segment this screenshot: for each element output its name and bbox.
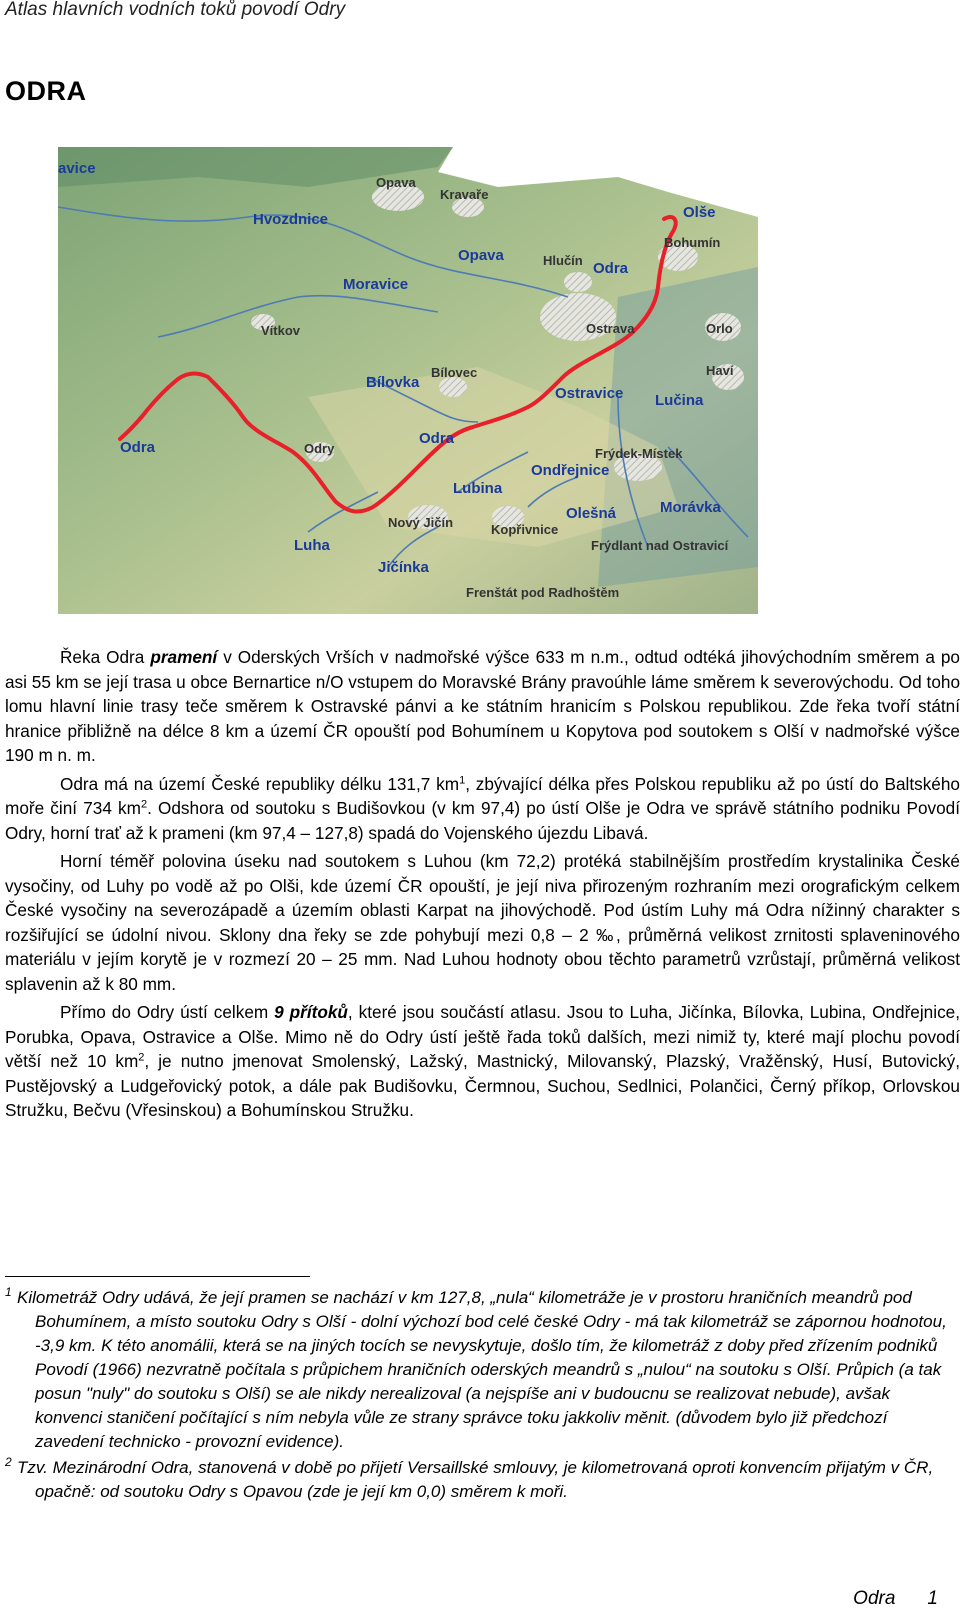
map-label-odra-ne: Odra — [593, 260, 629, 277]
p4-emph: 9 přítoků — [274, 1002, 348, 1022]
p2-text-b: , zbývající délka přes Polskou republiku až po ústí do Baltského moře činí 734 km — [5, 773, 960, 818]
map-label-ostravice: Ostravice — [555, 385, 624, 402]
page-number: 1 — [927, 1588, 938, 1609]
footnote-1-number: 1 — [5, 1285, 12, 1299]
map-label-lucina: Lučina — [655, 392, 704, 409]
p4-text-d: , je nutno jmenovat Smolenský, Lažský, Mastnický, Milovanský, Plazský, Vražěnský, Husí, Butovický, Pustějovský a Ludgeřovický potok, a dále pak Budišovku, Čermnou, Suchou, Sedlnici, Polančici, Černý příkop, Orlovskou Stružku, Bečvu (Vřesinskou) a Bohumínskou Stružku. — [5, 1051, 960, 1120]
footnote-1-text: Kilometráž Odry udává, že její pramen se nachází v km 127,8, „nula“ kilometráže je v prostoru hraničních meandrů pod Bohumínem, a místo soutoku Odry s Olší - dolní výchozí bod celé české Odry - má tak kilometráž se zápornou hodnotou, -3,9 km. K této anomálii, která se na jiných tocích se nevyskytuje, došlo tím, že kilometráž z doby před zřízením podniků Povodí (1966) nezvratně počítala s průpichem hraničních oderských meandrů s „nulou“ na soutoku s Olší. Průpich (a tak posun "nuly" do soutoku s Olší) se ale nikdy nerealizoval (a nejspíše ani v budoucnu se realizovat nebude), avšak konvenci staničení počítající s ním nebyla vůle ze strany správce toku jakkoliv měnit. (důvodem bylo již předchozí zavedení technicko - provozní evidence). — [17, 1288, 947, 1451]
paragraph-3: Horní téměř polovina úseku nad soutokem s Luhou (km 72,2) protéká stabilnějším prostředím krystalinika České vysočiny, od Luhy po vodě až po Olši, kde území ČR opouští, je její niva přirozeným rozhraním mezi orografickým celkem České vysočiny na severozápadě a územím oblasti Karpat na jihovýchodě. Pod ústím Luhy má Odra nížinný charakter s rozšiřující se údolní nivou. Sklony dna řeky se zde pohybují mezi 0,8 – 2 ‰, průměrná velikost zrnitosti splaveninového materiálu v jejím korytě je v rozmezí 20 – 25 mm. Nad Luhou hodnoty obou těchto parametrů vzrůstají, průměrná velikost splavenin až k 80 mm. — [5, 851, 960, 994]
map-label-frenstat: Frenštát pod Radhoštěm — [466, 585, 620, 600]
p1-emph: pramení — [150, 647, 218, 667]
map-label-frydlant: Frýdlant nad Ostravicí — [591, 538, 729, 553]
map-label-hvozdnice: Hvozdnice — [253, 211, 329, 228]
atlas-header: Atlas hlavních vodních toků povodí Odry — [5, 0, 346, 20]
map-label-hlucin: Hlučín — [543, 253, 583, 268]
map-label-ondrejnice: Ondřejnice — [531, 462, 610, 479]
map-label-koprivnice: Kopřivnice — [491, 522, 559, 537]
map-label-ostrava: Ostrava — [586, 321, 635, 336]
map-label-moravice: Moravice — [343, 276, 409, 293]
map-label-moravice-top: avice — [58, 160, 96, 177]
map-label-odra-w: Odra — [120, 439, 156, 456]
paragraph-1 — [5, 645, 960, 768]
footnote-divider — [5, 1276, 310, 1277]
p4-text-a: Přímo do Odry ústí celkem — [60, 1002, 275, 1022]
river-map — [58, 147, 758, 614]
paragraph-4 — [5, 1000, 960, 1123]
map-label-kravare: Kravaře — [440, 187, 489, 202]
map-svg — [58, 147, 758, 614]
footnote-1 — [5, 1286, 955, 1454]
town-bilovec — [439, 377, 467, 397]
map-label-novy-jicin: Nový Jičín — [388, 515, 454, 530]
page-title: ODRA — [5, 76, 87, 106]
map-label-lubina: Lubina — [453, 480, 503, 497]
footnote-2-number: 2 — [5, 1455, 12, 1469]
map-label-bilovec: Bílovec — [431, 365, 478, 380]
footnote-ref-2[interactable]: 2 — [140, 798, 148, 811]
p2-text-a: Odra má na území České republiky délku 131,7 km — [60, 773, 460, 794]
page-footer — [853, 1588, 938, 1610]
map-label-opava-town: Opava — [376, 175, 416, 190]
footnote-ref-1[interactable]: 1 — [459, 773, 466, 786]
town-hlucin — [564, 272, 592, 292]
footnote-2 — [5, 1456, 955, 1504]
map-label-luha: Luha — [294, 537, 330, 554]
main-text — [5, 645, 960, 1127]
p2-text-c: . Odshora od soutoku s Budišovkou (v km 97,4) po ústí Olše je Odra ve správě státního podniku Povodí Odry, horní trať až k prameni (km 97,4 – 127,8) spadá do Vojenského újezdu Libavá. — [5, 798, 960, 843]
map-label-opava-river: Opava — [458, 247, 504, 264]
p4-sup: 2 — [138, 1051, 145, 1064]
map-label-havirov: Haví — [706, 363, 734, 378]
map-label-olse: Olše — [683, 204, 716, 221]
footnote-2-text: Tzv. Mezinárodní Odra, stanovená v době po přijetí Versaillské smlouvy, je kilometrovaná oproti konvencím přijatým v ČR, opačně: od soutoku Odry s Opavou (zde je její km 0,0) směrem k moři. — [17, 1458, 934, 1501]
map-label-odra-mid: Odra — [419, 430, 455, 447]
footnotes — [5, 1286, 955, 1504]
map-label-moravka: Morávka — [660, 499, 721, 516]
p1-text-a: Řeka Odra — [60, 647, 151, 667]
paragraph-2 — [5, 772, 960, 846]
map-label-jicinka: Jičínka — [378, 559, 429, 576]
map-label-vitkov: Vítkov — [261, 323, 301, 338]
map-label-bilovka: Bílovka — [366, 374, 420, 391]
footer-name: Odra — [853, 1588, 896, 1609]
p1-text-c: v Oderských Vrších v nadmořské výšce 633 m n.m., odtud odtéká jihovýchodním směrem a po asi 55 km se její trasa u obce Bernartice n/O vstupem do Moravské Brány pravoúhle láme směrem k severovýchodu. Od toho lomu hlavní linie trasy teče směrem k Ostravské pánvi a ke státním hranicím s Polskou republikou. Zde řeka tvoří státní hranice přibližně na délce 8 km a území ČR opouští pod Bohumínem u Kopytova pod soutokem s Olší v nadmořské výšce 190 m n. m. — [5, 647, 960, 765]
map-label-orlova: Orlo — [706, 321, 733, 336]
map-label-frydek: Frýdek-Místek — [595, 446, 683, 461]
map-label-odry: Odry — [304, 441, 335, 456]
map-label-olesna: Olešná — [566, 505, 617, 522]
map-label-bohumin: Bohumín — [664, 235, 721, 250]
p4-text-c: , které jsou součástí atlasu. Jsou to Luha, Jičínka, Bílovka, Lubina, Ondřejnice, Porubka, Opava, Ostravice a Olše. Mimo ně do Odry ústí ještě řada toků dalších, mezi nimiž ty, které mají plochu povodí větší než 10 km — [5, 1002, 960, 1071]
